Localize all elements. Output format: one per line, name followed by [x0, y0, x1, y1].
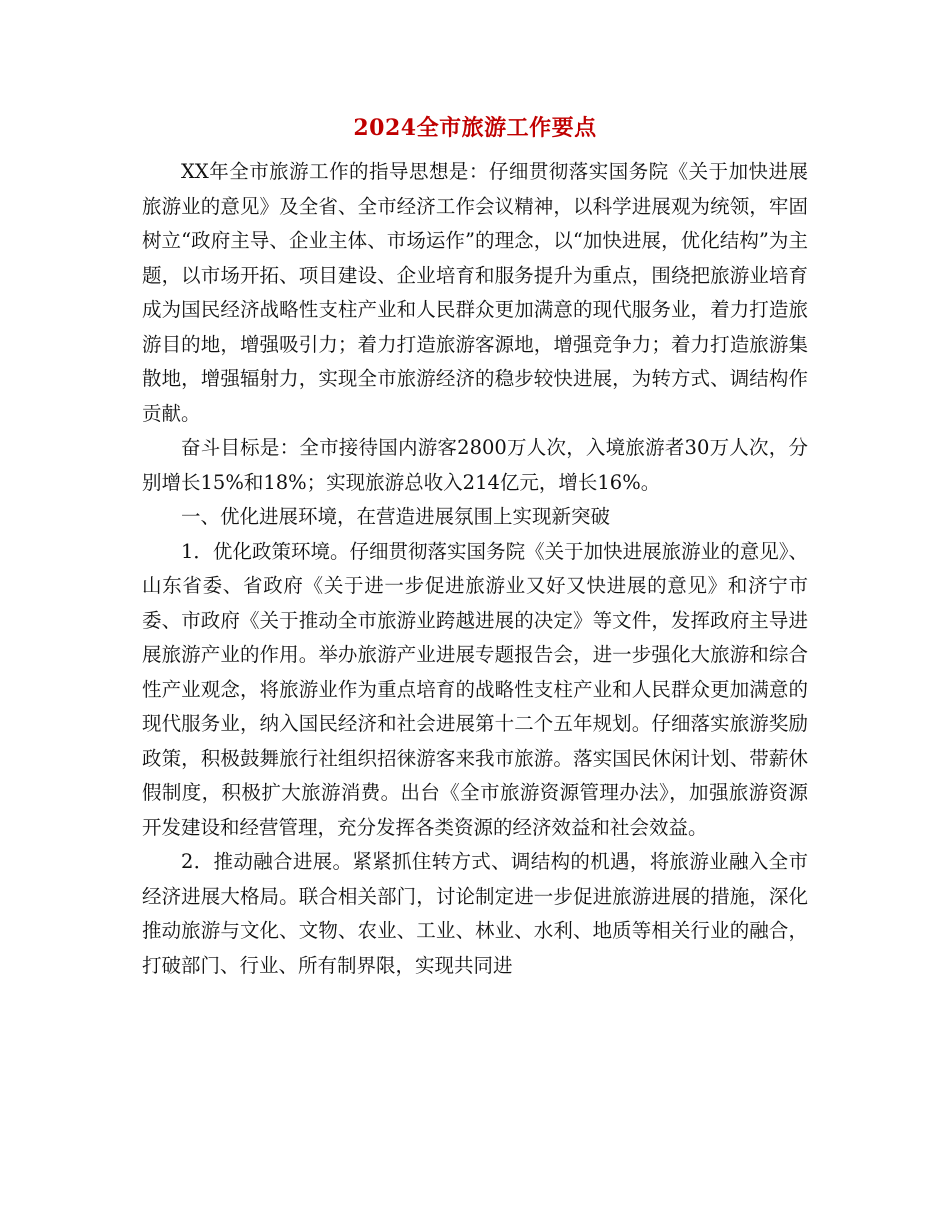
paragraph-guiding-thought: XX年全市旅游工作的指导思想是：仔细贯彻落实国务院《关于加快进展旅游业的意见》及全省、全市经济工作会议精神，以科学进展观为统领，牢固树立“政府主导、企业主体、市场运作”的理念，以“加快进展，优化结构”为主题，以市场开拓、项目建设、企业培育和服务提升为重点，围绕把旅游业培育成为国民经济战略性支柱产业和人民群众更加满意的现代服务业，着力打造旅游目的地，增强吸引力；着力打造旅游客源地，增强竞争力；着力打造旅游集散地，增强辐射力，实现全市旅游经济的稳步较快进展，为转方式、调结构作贡献。 — [142, 160, 808, 425]
section-heading-1: 一、优化进展环境，在营造进展氛围上实现新突破 — [181, 505, 611, 528]
document-page — [142, 108, 808, 983]
paragraph-integrated-development: 2．推动融合进展。紧紧抓住转方式、调结构的机遇，将旅游业融入全市经济进展大格局。联合相关部门，讨论制定进一步促进旅游进展的措施，深化推动旅游与文化、文物、农业、工业、林业、水利、地质等相关行业的融合，打破部门、行业、所有制界限，实现共同进 — [142, 850, 808, 977]
paragraph-goals: 奋斗目标是：全市接待国内游客2800万人次，入境旅游者30万人次，分别增长15%和18%；实现旅游总收入214亿元，增长16%。 — [142, 436, 808, 494]
paragraph-policy-environment: 1．优化政策环境。仔细贯彻落实国务院《关于加快进展旅游业的意见》、山东省委、省政府《关于进一步促进旅游业又好又快进展的意见》和济宁市委、市政府《关于推动全市旅游业跨越进展的决定》等文件，发挥政府主导进展旅游产业的作用。举办旅游产业进展专题报告会，进一步强化大旅游和综合性产业观念，将旅游业作为重点培育的战略性支柱产业和人民群众更加满意的现代服务业，纳入国民经济和社会进展第十二个五年规划。仔细落实旅游奖励政策，积极鼓舞旅行社组织招徕游客来我市旅游。落实国民休闲计划、带薪休假制度，积极扩大旅游消费。出台《全市旅游资源管理办法》，加强旅游资源开发建设和经营管理，充分发挥各类资源的经济效益和社会效益。 — [142, 539, 808, 839]
document-title: 2024全市旅游工作要点 — [353, 115, 597, 141]
